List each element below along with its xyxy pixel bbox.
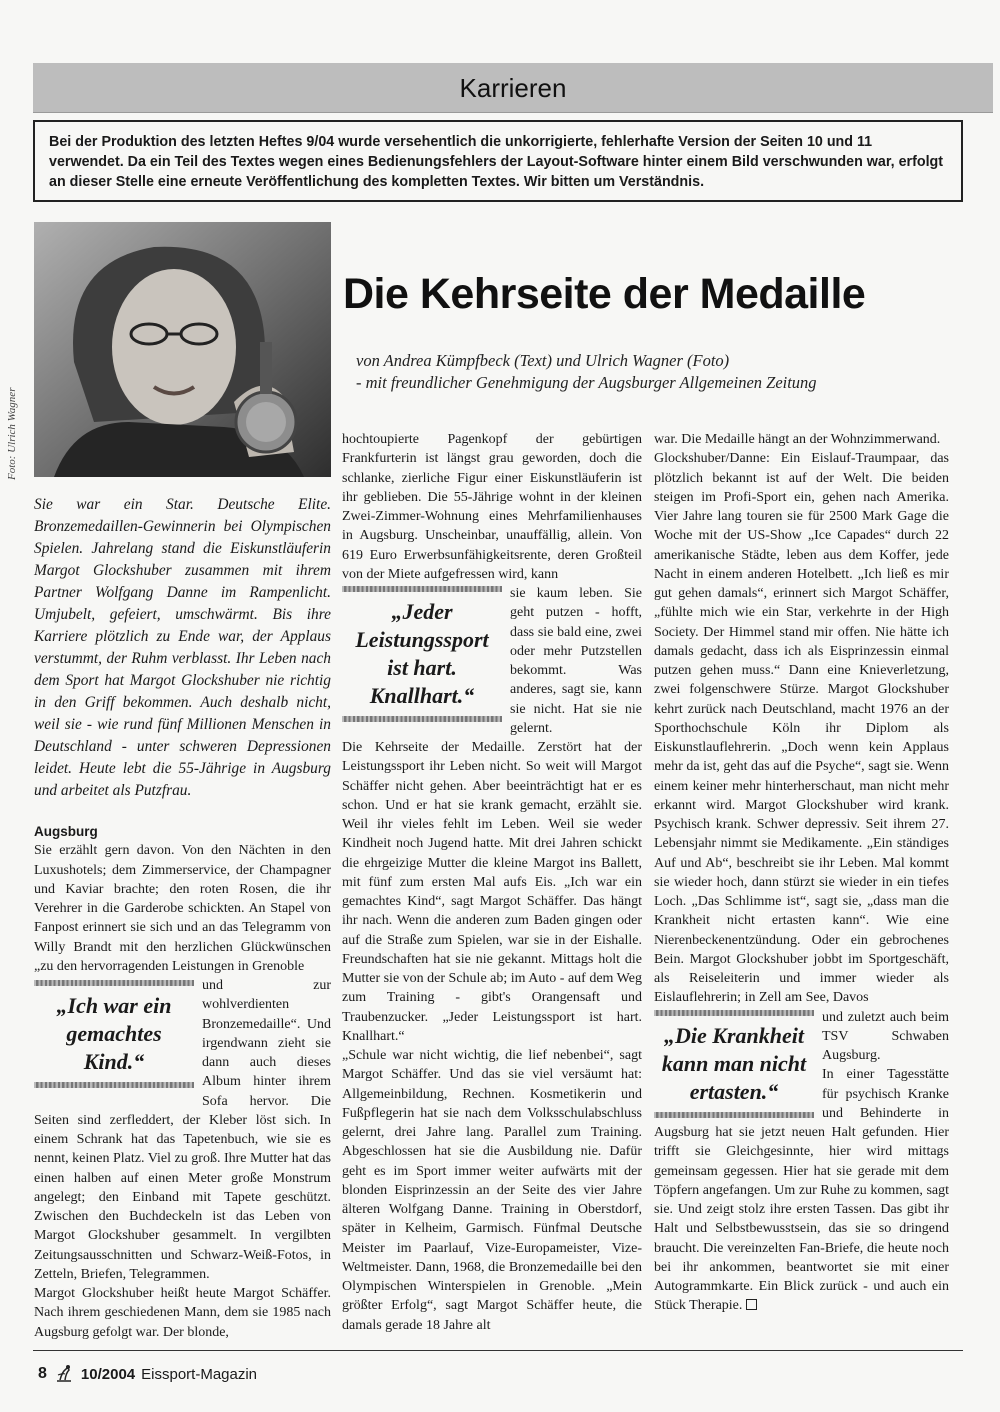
paragraph: „Schule war nicht wichtig, die lief nebenbei“, sagt Margot Schäffer. Und das sie viel versäumt hat: Allgemeinbildung, Rechnen. Kosmetikerin und Fußpflegerin hat sie nach dem Volksschulabschluss gelernt, drei Jahre lang. Parallel zum Training. Abgeschlossen hat sie die Ausbildung nie. Dafür geht es im Sport immer weiter aufwärts mit der blonden Eisprinzessin an der Seite des vier Jahre älteren Wolfgang Danne. Training in Oberstdorf, später in Kelheim, Garmisch. Fünfmal Deutsche Meister im Paarlauf, Vize-Europameister, Vize-Weltmeister. Dann, 1968, die Bronzemedaille bei den Olympischen Winterspielen in Grenoble. „Mein größter Erfolg“, sagt Margot Schäffer heute, die damals gerade 18 Jahre alt (342, 1048, 642, 1333)
article-headline: Die Kehrseite der Medaille (343, 270, 866, 318)
portrait-photo (34, 222, 331, 477)
paragraph: sie kaum leben. Sie geht putzen - hofft, dass sie bald eine, zwei oder mehr Putzstellen bekommt. Was anderes, sagt sie, kann sie nicht. Hat sie nie gelernt. (510, 586, 642, 736)
byline-authors: von Andrea Kümpfbeck (Text) und Ulrich Wagner (Foto) (356, 351, 730, 370)
end-mark-icon (746, 1299, 757, 1310)
paragraph: Sie erzählt gern davon. Von den Nächten in den Luxushotels; dem Zimmerservice, der Champagner und Kaviar brachte; den roten Rosen, die ihr Verehrer in die Garderobe schickten. An Stapel von Fanpost erinnert sie sich und an das Telegramm von Willy Brandt mit den herzlichen Glückwünschen „zu den hervorragenden Leistungen in Grenoble (34, 843, 331, 974)
photo-credit: Foto: Ulrich Wagner (6, 387, 18, 480)
page-footer (38, 1362, 257, 1386)
magazine-name: Eissport-Magazin (141, 1365, 258, 1383)
page-number: 8 (38, 1365, 47, 1382)
byline-permission: - mit freundlicher Genehmigung der Augsburger Allgemeinen Zeitung (356, 373, 817, 392)
article-intro: Sie war ein Star. Deutsche Elite. Bronzemedaillen-Gewinnerin bei Olympischen Spielen. Jahrelang stand die Eiskunstläuferin Margot Glockshuber zusammen mit ihrem Partner Wolfgang Danne im Rampenlicht. Umjubelt, gefeiert, umschwärmt. Bis ihre Karriere plötzlich zu Ende war, der Applaus verstummt, der Ruhm verblasst. Ihr Leben nach dem Sport hat Margot Glockshuber nie richtig in den Griff bekommen. Auch deshalb nicht, weil sie - wie rund fünf Millionen Menschen in Deutschland - unter schweren Depressionen leidet. Heute lebt die 55-Jährige in Augsburg und arbeitet als Putzfrau. (34, 496, 331, 799)
portrait-illustration (34, 222, 331, 477)
paragraph: Margot Glockshuber heißt heute Margot Schäffer. Nach ihrem geschiedenen Mann, dem sie 1985 nach Augsburg gefolgt war. Der blonde, (34, 1286, 331, 1340)
correction-notice: Bei der Produktion des letzten Heftes 9/04 wurde versehentlich die unkorrigierte, fehlerhafte Version der Seiten 10 und 11 verwendet. Da ein Teil des Textes wegen eines Bedienungsfehlers der Layout-Software hinter einem Bild verschwunden war, erfolgt an dieser Stelle eine erneute Veröffentlichung des kompletten Textes. Wir bitten um Verständnis. (33, 120, 963, 202)
pull-quote: „Ich war ein gemachtes Kind.“ (56, 993, 172, 1074)
dateline: Augsburg (34, 824, 98, 839)
footer-divider (33, 1350, 963, 1351)
paragraph: war. Die Medaille hängt an der Wohnzimmerwand. (654, 432, 941, 447)
pull-quote: „Die Krankheit kann man nicht ertasten.“ (661, 1022, 807, 1104)
text-column-1 (34, 822, 331, 1342)
text-column-2 (342, 430, 642, 1335)
paragraph: Die Kehrseite der Medaille. Zerstört hat der Leistungssport ihr Leben nicht. So weit will Margot Schäffer nicht gehen. Aber beeinträchtigt hat er es schon. Und er hat sie krank gemacht, erzählt sie. Weil ihr vieles fehlt im Leben. Weil sie weder Kindheit noch Jugend hatte. Mit drei Jahren schickt die ehrgeizige Mutter die kleine Margot ins Ballett, mit fünf zum ersten Mal aufs Eis. „Ich war ein gemachtes Kind“, sagt Margot Schäffer. Das hängt ihr nach. Wenn die anderen zum Baden gingen oder auf die Straße zum Spielen, war sie in der Eishalle. Freundschaften hat sie nie gekannt. Mittags holt die Mutter sie von der Schule ab; im Auto - auf dem Weg zum Training - gibt's Orangensaft und Traubenzucker. „Jeder Leistungssport ist hart. Knallhart.“ (342, 740, 642, 1044)
skater-logo-icon (53, 1363, 75, 1385)
issue-number: 10/2004 (80, 1365, 136, 1383)
paragraph: Glockshuber/Danne: Ein Eislauf-Traumpaar, das plötzlich bekannt ist auf der Welt. Die beiden steigen im Profi-Sport ein, gehen nach Amerika. Vier Jahre lang touren sie für 2500 Mark Gage die Woche mit der US-Show „Ice Capades“ durch 22 amerikanische Städte, leben aus dem Koffer, jede Nacht in einem anderen Hotelbett. „Ich ließ es mir gut gehen damals“, erinnert sich Margot Schäffer, „fühlte mich wie ein Star, verkehrte in der High Society. Der Himmel stand mir offen. Nie hätte ich damals gedacht, dass ich als Eisprinzessin einmal putzen gehen muss.“ Dann eine Knieverletzung, zwei folgenschwere Stürze. Margot Glockshuber kehrt zurück nach Deutschland, macht 1976 an der Sporthochschule Köln ihr Diplom als Eiskunstlauflehrerin. „Doch wenn kein Applaus mehr da ist, geht das auf die Psyche“, sagt sie. Wenn einem keiner mehr hinterherschaut, man nicht mehr erkannt wird. Margot Glockshuber wird krank. Psychisch krank. Schwer depressiv. Seit ihrem 27. Lebensjahr nimmt sie Medikamente. „Ein ständiges Auf und Ab“, beschreibt sie ihr Leben. Mal kommt sie wieder hoch, dann stürzt sie wieder in ein tiefes Loch. „Das Schlimme ist“, sagt sie, „dass man die Krankheit nicht ertasten kann“. Wie eine Nierenbeckenentzündung. Oder ein gebrochenes Bein. Margot Glockshuber jobbt im Sportgeschäft, als Reiseleiterin und immer wieder als Eislauflehrerin; in Zell am See, Davos (654, 451, 949, 1006)
section-header: Karrieren (33, 63, 993, 113)
paragraph-text: In einer Tagesstätte für psychisch Kranke und Behinderte in Augsburg hat sie jetzt neuen Halt gefunden. Hier trifft sie Gleichgesinnte, hier wird mittags gemeinsam gegessen. Hier hat sie gerade mit dem Töpfern angefangen. Um zur Ruhe zu kommen, sagt sie. Und zeigt stolz ihre ersten Tassen. Das gibt ihr Halt und Selbstbewusstsein, das sie so dringend braucht. Die vereinzelten Fan-Briefe, die heute noch bei ihr ankommen, beantwortet sie mit einer Autogrammkarte. Ein Blick zurück - und auch ein Stück Therapie. (654, 1067, 949, 1314)
paragraph: hochtoupierte Pagenkopf der gebürtigen Frankfurterin ist längst grau geworden, doch die schlanke, zierliche Figur einer Eiskunstläuferin ist ihr geblieben. Die 55-Jährige wohnt in der kleinen Zwei-Zimmer-Wohnung eines Mehrfamilienhauses in Augsburg. Unscheinbar, unauffällig, allein. Von 619 Euro Erwerbsunfähigkeitsrente, deren Großteil von der Miete aufgefressen wird, kann (342, 432, 642, 582)
byline (356, 350, 976, 394)
pull-quote: „Jeder Leistungssport ist hart. Knallhart.“ (355, 599, 489, 708)
paragraph: und zur wohlverdienten Bronzemedaille“. Und irgendwann zieht sie dann auch dieses Album hinter ihrem Sofa hervor. Die Seiten sind zerfleddert, der Kleber löst sich. In einem Schrank hat das Tapetenbuch, wie sie es nennt, keinen Platz. Viel zu groß. Ihre Mutter hat das einen halben auf einen Meter große Monstrum angelegt; den Einband mit Tapete geschützt. Zwischen den Buchdeckeln ist das Leben von Margot Glockshuber gesammelt. In vergilbten Zeitungsausschnitten und Schwarz-Weiß-Fotos, in Zetteln, Briefen, Telegrammen. (34, 978, 331, 1282)
text-column-3 (654, 430, 949, 1316)
paragraph: und zuletzt auch beim TSV Schwaben Augsburg. (822, 1009, 949, 1063)
